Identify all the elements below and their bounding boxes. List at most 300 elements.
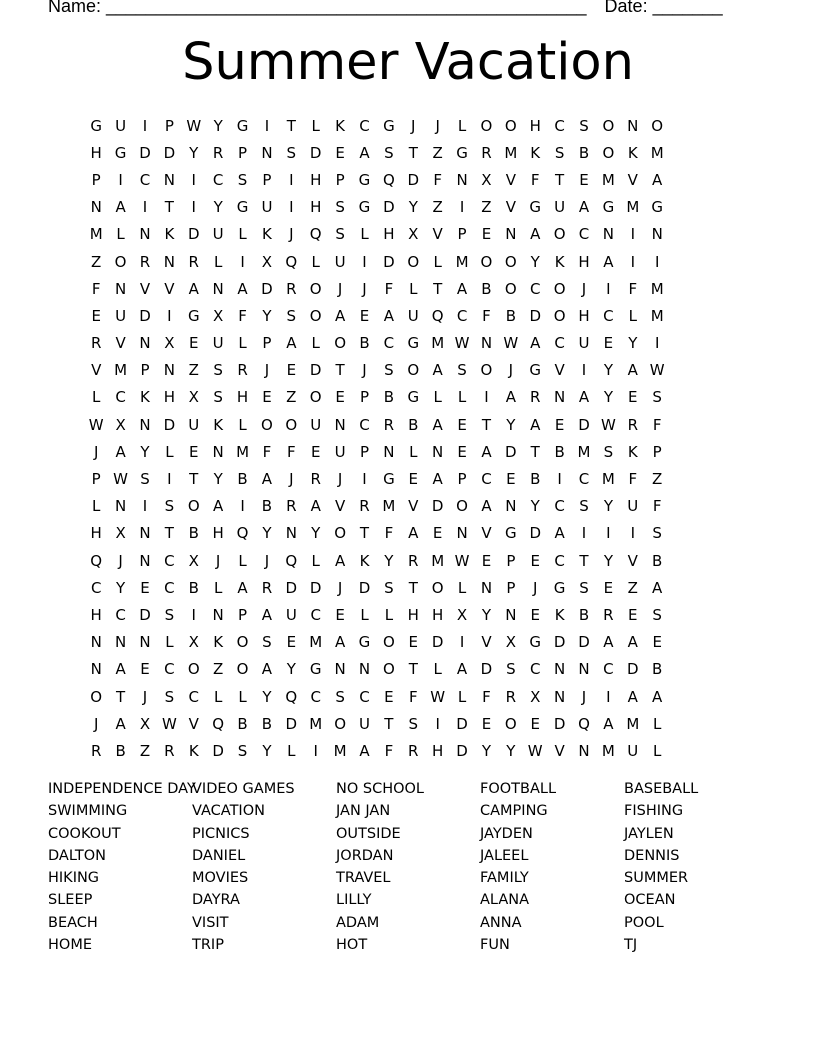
- grid-letter: C: [310, 605, 321, 624]
- grid-letter: I: [313, 741, 318, 760]
- grid-letter: O: [285, 415, 298, 434]
- grid-letter: C: [90, 578, 102, 597]
- grid-letter: S: [579, 116, 589, 135]
- grid-letter: V: [139, 279, 151, 298]
- grid-letter: R: [90, 741, 102, 760]
- grid-letter: M: [431, 334, 445, 353]
- grid-letter: S: [579, 497, 589, 516]
- grid-letter: M: [309, 633, 323, 652]
- word-list-item: TRIP: [192, 937, 224, 954]
- grid-letter: Y: [262, 687, 272, 706]
- grid-letter: O: [553, 225, 566, 244]
- word-list-item: JAYDEN: [480, 825, 533, 842]
- grid-letter: J: [118, 551, 123, 570]
- grid-letter: R: [188, 252, 199, 271]
- grid-letter: X: [115, 415, 126, 434]
- grid-row: [84, 574, 669, 601]
- grid-letter: S: [384, 578, 394, 597]
- grid-letter: I: [459, 633, 465, 652]
- grid-letter: I: [289, 170, 294, 189]
- grid-letter: V: [554, 361, 565, 380]
- grid-letter: J: [581, 279, 587, 298]
- grid-letter: D: [358, 578, 371, 597]
- grid-letter: N: [627, 116, 639, 135]
- grid-row: [84, 656, 669, 683]
- grid-letter: B: [237, 470, 248, 489]
- grid-letter: N: [139, 225, 151, 244]
- grid-letter: G: [358, 633, 371, 652]
- grid-letter: C: [481, 470, 492, 489]
- grid-letter: V: [115, 334, 126, 353]
- grid-letter: A: [286, 334, 297, 353]
- grid-letter: I: [557, 470, 562, 489]
- grid-letter: Q: [578, 714, 590, 733]
- grid-letter: A: [530, 225, 541, 244]
- grid-letter: W: [649, 361, 665, 380]
- grid-letter: A: [115, 714, 126, 733]
- word-list-item: DAYRA: [192, 892, 240, 909]
- grid-letter: S: [579, 578, 589, 597]
- grid-letter: Q: [212, 714, 225, 733]
- grid-letter: M: [382, 497, 396, 516]
- grid-letter: B: [383, 388, 395, 407]
- grid-letter: Q: [236, 524, 249, 543]
- grid-letter: R: [505, 687, 517, 706]
- grid-letter: J: [508, 361, 514, 380]
- grid-letter: R: [90, 334, 102, 353]
- grid-letter: U: [310, 415, 322, 434]
- word-list-item: TJ: [624, 937, 638, 954]
- grid-letter: O: [504, 714, 517, 733]
- grid-letter: J: [435, 116, 440, 135]
- grid-letter: L: [457, 388, 467, 407]
- grid-letter: F: [408, 687, 418, 706]
- grid-letter: E: [652, 633, 662, 652]
- header: [48, 0, 723, 17]
- grid-letter: E: [286, 633, 297, 652]
- grid-letter: N: [334, 660, 346, 679]
- grid-letter: P: [262, 170, 272, 189]
- grid-row: [84, 438, 669, 465]
- grid-letter: D: [627, 660, 639, 679]
- grid-letter: N: [480, 578, 493, 597]
- grid-letter: L: [238, 551, 247, 570]
- grid-row: [84, 357, 669, 384]
- grid-letter: D: [383, 252, 395, 271]
- grid-letter: H: [578, 252, 590, 271]
- grid-letter: B: [115, 741, 126, 760]
- grid-letter: P: [457, 470, 467, 489]
- grid-letter: J: [93, 714, 99, 733]
- grid-letter: G: [358, 170, 371, 189]
- grid-letter: D: [431, 497, 444, 516]
- grid-letter: A: [213, 497, 224, 516]
- grid-letter: L: [628, 306, 637, 325]
- grid-letter: E: [335, 605, 345, 624]
- grid-letter: F: [482, 306, 491, 325]
- grid-letter: I: [289, 198, 294, 217]
- word-list: [48, 778, 768, 956]
- grid-letter: U: [285, 605, 297, 624]
- grid-letter: O: [480, 252, 493, 271]
- grid-letter: A: [652, 170, 663, 189]
- grid-letter: Y: [603, 361, 613, 380]
- grid-letter: I: [142, 116, 148, 135]
- word-list-item: SWIMMING: [48, 803, 128, 820]
- grid-letter: O: [504, 116, 517, 135]
- grid-letter: D: [285, 578, 298, 597]
- grid-letter: P: [359, 388, 370, 407]
- grid-letter: Z: [188, 361, 199, 380]
- grid-letter: C: [212, 170, 224, 189]
- grid-letter: G: [407, 334, 420, 353]
- grid-row: [84, 139, 669, 166]
- grid-letter: U: [115, 116, 127, 135]
- grid-letter: A: [432, 361, 443, 380]
- grid-letter: E: [91, 306, 101, 325]
- grid-row: [84, 384, 669, 411]
- grid-letter: F: [652, 497, 662, 516]
- grid-letter: R: [164, 741, 175, 760]
- grid-letter: W: [454, 551, 470, 570]
- word-list-item: PICNICS: [192, 825, 250, 842]
- grid-letter: L: [165, 442, 174, 461]
- grid-letter: M: [236, 442, 250, 461]
- grid-letter: S: [652, 524, 662, 543]
- grid-letter: Y: [311, 524, 321, 543]
- grid-letter: E: [603, 578, 614, 597]
- grid-letter: Y: [116, 578, 126, 597]
- grid-letter: E: [189, 334, 199, 353]
- grid-letter: J: [142, 687, 148, 706]
- grid-letter: C: [554, 497, 565, 516]
- grid-letter: V: [188, 714, 199, 733]
- grid-letter: E: [384, 687, 394, 706]
- grid-letter: P: [359, 442, 370, 461]
- grid-letter: F: [384, 524, 394, 543]
- grid-letter: R: [627, 415, 638, 434]
- grid-letter: I: [606, 687, 611, 706]
- grid-letter: M: [626, 714, 640, 733]
- grid-letter: M: [650, 306, 664, 325]
- grid-letter: L: [311, 252, 320, 271]
- grid-letter: O: [309, 388, 322, 407]
- grid-letter: O: [334, 524, 346, 543]
- grid-letter: T: [359, 524, 370, 543]
- grid-letter: Y: [408, 198, 418, 217]
- grid-letter: G: [529, 633, 542, 652]
- grid-letter: I: [191, 605, 196, 624]
- grid-letter: Q: [285, 252, 298, 271]
- grid-letter: N: [554, 687, 566, 706]
- grid-letter: Y: [603, 551, 613, 570]
- grid-letter: R: [139, 252, 151, 271]
- grid-letter: E: [432, 524, 443, 543]
- grid-letter: G: [187, 306, 200, 325]
- grid-letter: N: [358, 660, 371, 679]
- grid-letter: S: [164, 497, 175, 516]
- grid-letter: D: [480, 660, 493, 679]
- grid-letter: S: [506, 660, 516, 679]
- grid-letter: H: [310, 170, 322, 189]
- word-list-item: LILLY: [336, 892, 372, 909]
- grid-letter: S: [335, 198, 345, 217]
- word-list-item: DANIEL: [192, 847, 246, 864]
- grid-letter: J: [264, 551, 270, 570]
- grid-letter: K: [530, 143, 541, 162]
- grid-letter: T: [408, 143, 418, 162]
- grid-letter: J: [337, 578, 343, 597]
- grid-letter: V: [334, 497, 346, 516]
- grid-letter: Y: [481, 741, 492, 760]
- grid-letter: W: [430, 687, 446, 706]
- grid-row: [84, 330, 669, 357]
- grid-letter: Z: [481, 198, 492, 217]
- grid-letter: F: [628, 279, 638, 298]
- grid-letter: U: [334, 442, 346, 461]
- grid-letter: N: [212, 442, 224, 461]
- grid-letter: H: [578, 306, 590, 325]
- word-list-item: ADAM: [336, 914, 380, 931]
- grid-letter: I: [142, 198, 148, 217]
- grid-letter: A: [603, 252, 614, 271]
- grid-letter: V: [408, 497, 419, 516]
- grid-letter: P: [238, 143, 248, 162]
- word-list-item: JORDAN: [336, 847, 394, 864]
- grid-letter: K: [335, 116, 346, 135]
- grid-letter: E: [335, 143, 345, 162]
- grid-letter: X: [481, 170, 492, 189]
- grid-letter: U: [554, 198, 566, 217]
- grid-letter: A: [603, 633, 614, 652]
- grid-letter: O: [187, 660, 200, 679]
- grid-letter: S: [237, 170, 248, 189]
- grid-letter: N: [334, 415, 346, 434]
- grid-letter: O: [651, 116, 664, 135]
- grid-letter: P: [91, 470, 101, 489]
- grid-letter: N: [163, 252, 175, 271]
- grid-row: [84, 493, 669, 520]
- grid-letter: O: [456, 497, 468, 516]
- grid-row: [84, 710, 669, 737]
- grid-row: [84, 601, 669, 628]
- grid-letter: F: [384, 279, 394, 298]
- grid-letter: F: [628, 470, 638, 489]
- grid-letter: L: [311, 551, 320, 570]
- grid-letter: K: [554, 605, 565, 624]
- grid-letter: T: [164, 198, 174, 217]
- grid-letter: H: [212, 524, 224, 543]
- grid-letter: A: [505, 388, 516, 407]
- grid-letter: X: [188, 633, 199, 652]
- grid-letter: K: [213, 415, 224, 434]
- grid-letter: O: [431, 578, 444, 597]
- grid-letter: A: [334, 633, 346, 652]
- grid-letter: G: [529, 198, 542, 217]
- word-list-item: COOKOUT: [48, 825, 121, 842]
- grid-letter: O: [236, 660, 249, 679]
- grid-letter: W: [88, 415, 104, 434]
- grid-letter: Z: [652, 470, 663, 489]
- word-list-item: VIDEO GAMES: [192, 781, 295, 797]
- grid-letter: N: [90, 660, 102, 679]
- grid-letter: A: [115, 198, 126, 217]
- grid-letter: A: [652, 578, 663, 597]
- grid-letter: K: [164, 225, 175, 244]
- grid-letter: Z: [286, 388, 297, 407]
- word-list-item: OCEAN: [624, 892, 676, 909]
- grid-letter: Y: [506, 741, 516, 760]
- grid-letter: C: [164, 578, 175, 597]
- grid-letter: Y: [213, 116, 223, 135]
- grid-letter: N: [114, 633, 127, 652]
- grid-letter: D: [553, 633, 566, 652]
- grid-letter: S: [335, 687, 345, 706]
- grid-letter: A: [432, 415, 443, 434]
- grid-row: [84, 520, 669, 547]
- grid-letter: I: [240, 497, 245, 516]
- grid-row: [84, 737, 669, 764]
- word-list-item: FOOTBALL: [480, 781, 557, 797]
- grid-letter: I: [484, 388, 489, 407]
- grid-letter: I: [630, 225, 635, 244]
- grid-letter: X: [213, 306, 224, 325]
- grid-letter: S: [335, 225, 345, 244]
- grid-letter: A: [115, 442, 126, 461]
- word-list-item: JAN JAN: [336, 803, 391, 820]
- grid-letter: Z: [91, 252, 102, 271]
- grid-letter: K: [359, 551, 370, 570]
- grid-letter: S: [213, 361, 223, 380]
- grid-letter: L: [311, 334, 320, 353]
- grid-letter: U: [407, 306, 419, 325]
- grid-letter: R: [286, 279, 297, 298]
- grid-letter: J: [362, 361, 367, 380]
- grid-letter: V: [505, 198, 516, 217]
- grid-letter: E: [530, 605, 540, 624]
- grid-letter: N: [139, 415, 151, 434]
- grid-letter: N: [163, 170, 175, 189]
- grid-letter: L: [213, 578, 223, 597]
- grid-letter: M: [650, 143, 664, 162]
- grid-letter: T: [335, 361, 345, 380]
- grid-letter: N: [163, 361, 175, 380]
- grid-letter: I: [118, 170, 123, 189]
- grid-letter: W: [113, 470, 128, 489]
- grid-letter: C: [164, 551, 175, 570]
- grid-letter: R: [359, 497, 370, 516]
- grid-letter: X: [164, 334, 175, 353]
- grid-letter: N: [90, 633, 102, 652]
- grid-letter: N: [505, 225, 517, 244]
- grid-letter: E: [530, 551, 540, 570]
- grid-letter: A: [115, 660, 126, 679]
- grid-letter: E: [286, 361, 297, 380]
- grid-letter: V: [505, 170, 516, 189]
- grid-letter: H: [90, 524, 102, 543]
- grid-letter: A: [408, 524, 419, 543]
- grid-letter: O: [382, 633, 395, 652]
- grid-row: [84, 465, 669, 492]
- grid-letter: L: [311, 116, 320, 135]
- grid-letter: H: [432, 741, 444, 760]
- grid-letter: D: [212, 741, 224, 760]
- grid-letter: I: [630, 524, 635, 543]
- grid-letter: X: [188, 551, 199, 570]
- grid-letter: I: [654, 334, 660, 353]
- grid-letter: V: [164, 279, 175, 298]
- grid-letter: N: [285, 524, 297, 543]
- grid-letter: L: [384, 605, 394, 624]
- grid-letter: N: [554, 660, 566, 679]
- word-list-item: VACATION: [192, 803, 265, 820]
- grid-letter: Q: [90, 551, 103, 570]
- word-list-item: FAMILY: [480, 870, 529, 887]
- grid-letter: F: [433, 170, 442, 189]
- grid-letter: N: [505, 497, 517, 516]
- grid-letter: F: [262, 442, 272, 461]
- grid-letter: L: [287, 741, 296, 760]
- grid-letter: E: [530, 714, 540, 733]
- grid-letter: C: [310, 687, 321, 706]
- word-list-item: NO SCHOOL: [336, 781, 425, 797]
- grid-letter: Q: [285, 551, 298, 570]
- grid-letter: L: [92, 497, 101, 516]
- grid-letter: E: [628, 388, 638, 407]
- grid-letter: M: [577, 442, 591, 461]
- grid-letter: P: [262, 334, 272, 353]
- grid-letter: Y: [481, 605, 492, 624]
- grid-letter: L: [213, 252, 223, 271]
- grid-letter: E: [335, 388, 345, 407]
- grid-letter: U: [627, 741, 639, 760]
- grid-letter: D: [407, 170, 420, 189]
- grid-letter: J: [362, 279, 367, 298]
- grid-letter: Y: [213, 198, 223, 217]
- grid-letter: J: [93, 442, 99, 461]
- grid-letter: Y: [603, 497, 613, 516]
- grid-letter: M: [626, 198, 640, 217]
- grid-letter: Y: [262, 741, 272, 760]
- grid-letter: I: [630, 252, 635, 271]
- grid-letter: I: [167, 306, 172, 325]
- grid-letter: C: [529, 279, 541, 298]
- grid-letter: O: [480, 116, 493, 135]
- grid-letter: A: [652, 687, 663, 706]
- grid-letter: E: [408, 633, 419, 652]
- grid-letter: N: [139, 551, 151, 570]
- grid-letter: U: [334, 252, 346, 271]
- letter-grid: [84, 112, 669, 765]
- grid-letter: T: [408, 578, 418, 597]
- grid-letter: E: [481, 714, 492, 733]
- grid-letter: E: [140, 660, 150, 679]
- grid-letter: A: [530, 415, 541, 434]
- grid-letter: E: [481, 225, 492, 244]
- grid-letter: I: [606, 524, 611, 543]
- grid-letter: S: [554, 143, 565, 162]
- grid-letter: Z: [139, 741, 151, 760]
- grid-letter: T: [164, 524, 174, 543]
- grid-letter: I: [191, 198, 196, 217]
- grid-letter: W: [161, 714, 177, 733]
- grid-letter: C: [359, 116, 370, 135]
- grid-letter: A: [359, 143, 370, 162]
- grid-letter: D: [456, 741, 468, 760]
- grid-letter: C: [139, 170, 151, 189]
- grid-letter: S: [652, 388, 662, 407]
- grid-letter: D: [309, 578, 322, 597]
